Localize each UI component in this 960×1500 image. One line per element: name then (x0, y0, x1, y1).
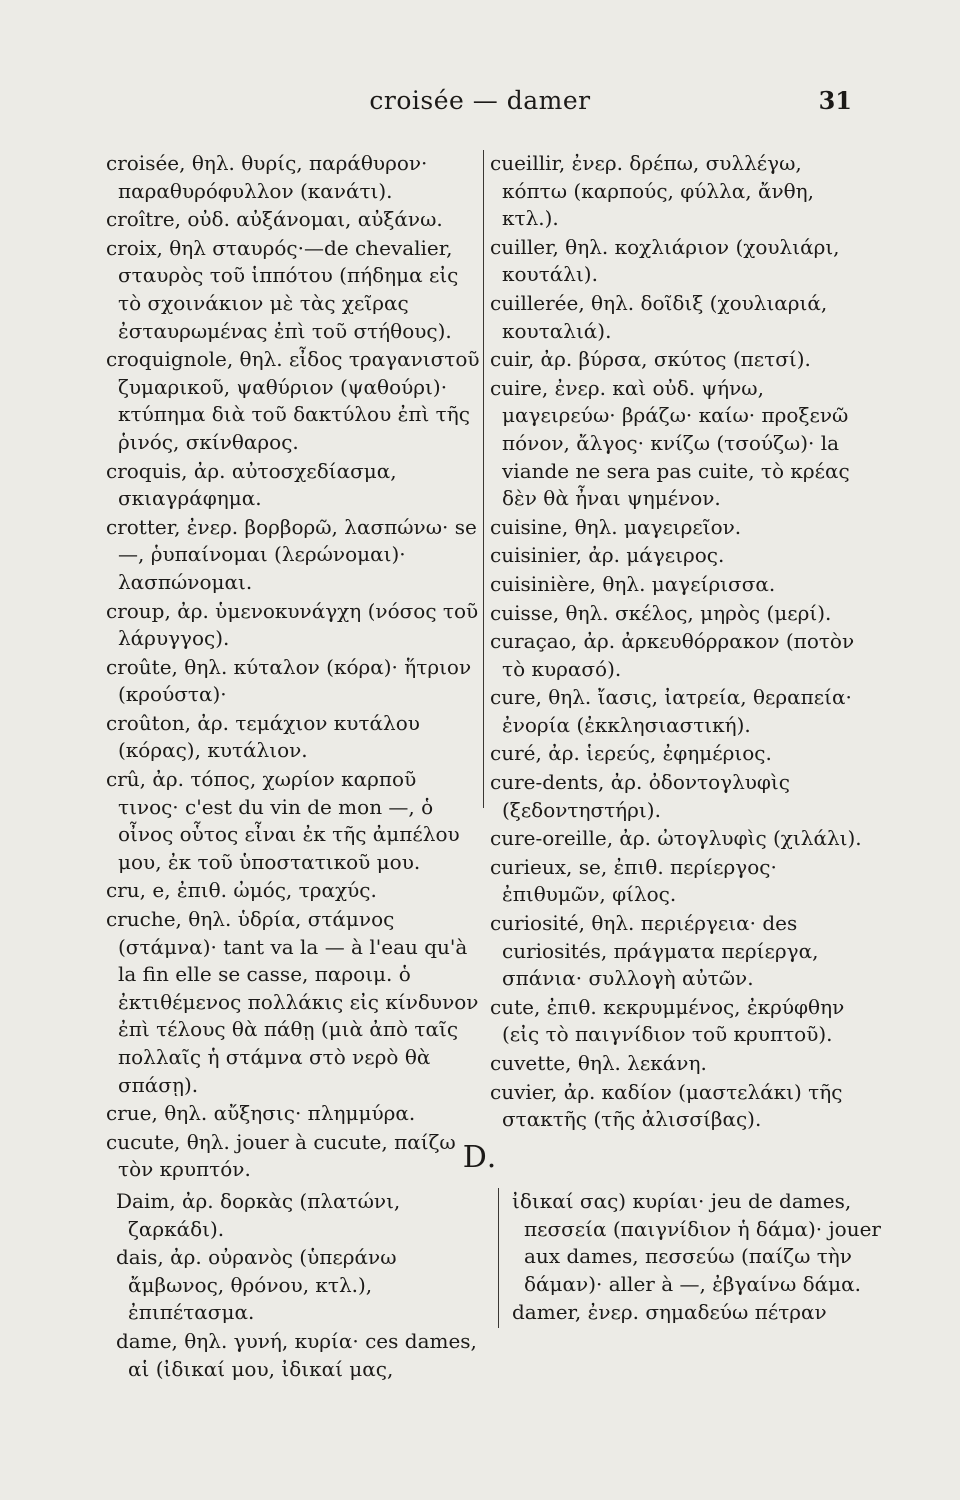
entry-curacao: curaçao, ἀρ. ἀρκευθόρρακον (ποτὸν τὸ κυρασό). (490, 629, 855, 681)
entry-croitre: croître, οὐδ. αὐξάνομαι, αὐξάνω. (106, 207, 443, 232)
column-divider-bottom (498, 1188, 499, 1328)
entry-crouton: croûton, ἀρ. τεμάχιον κυτάλου (κόρας), κυτάλιον. (106, 710, 420, 763)
entry-cuisine: cuisine, θηλ. μαγειρεῖον. (490, 514, 742, 539)
entry-damer: damer, ἐνερ. σημαδεύω πέτραν (512, 1300, 827, 1325)
entry-crue: crue, θηλ. αὔξησις· πλημμύρα. (106, 1101, 416, 1126)
column-bottom-left (116, 1188, 482, 1384)
entry-cuvette: cuvette, θηλ. λεκάνη. (490, 1051, 707, 1075)
entry-cure-dents: cure-dents, ἀρ. ὀδοντογλυφὶς (ξεδοντηστήρι). (490, 770, 790, 822)
entry-cuisse: cuisse, θηλ. σκέλος, μηρὸς (μερί). (490, 600, 832, 625)
entry-curiosite: curiosité, θηλ. περιέργεια· des curiosités, πράγματα περίεργα, σπάνια· συλλογὴ αὐτῶν. (490, 911, 819, 991)
entry-cucute: cucute, θηλ. jouer à cucute, παίζω τὸν κρυπτόν. (106, 1129, 456, 1182)
entry-cru-adj: cru, e, ἐπιθ. ὠμός, τραχύς. (106, 878, 377, 903)
entry-cuire: cuire, ἐνερ. καὶ οὐδ. ψήνω, μαγειρεύω· βράζω· καίω· προξενῶ πόνον, ἄλγος· κνίζω (τσούζω)· la viande ne sera pas cuite, τὸ κρέας δὲν θὰ ἦναι ψημένον. (490, 375, 850, 511)
entry-croix: croix, θηλ σταυρός·—de chevalier, σταυρὸς τοῦ ἱππότου (πήδημα εἰς τὸ σχοινάκιον μὲ τὰς χεῖρας ἐσταυρωμένας ἐπὶ τοῦ στήθους). (106, 235, 459, 343)
running-head: croisée — damer (369, 86, 591, 115)
entry-curieux: curieux, se, ἐπιθ. περίεργος· ἐπιθυμῶν, φίλος. (490, 854, 777, 907)
column-divider-top (483, 150, 484, 808)
entry-crotter: crotter, ἐνερ. βορβορῶ, λασπώνω· se —, ῥυπαίνομαι (λερώνομαι)· λασπώνομαι. (106, 514, 477, 594)
entry-cuisiniere: cuisinière, θηλ. μαγείρισσα. (490, 571, 776, 596)
entry-cueillir: cueillir, ἐνερ. δρέπω, συλλέγω, κόπτω (καρπούς, φύλλα, ἄνθη, κτλ.). (490, 151, 815, 231)
entry-croisee: croisée, θηλ. θυρίς, παράθυρον· παραθυρόφυλλον (κανάτι). (106, 151, 428, 203)
entry-dais: dais, ἀρ. οὐρανὸς (ὑπεράνω ἄμβωνος, θρόνου, κτλ.), ἐπιπέτασμα. (116, 1245, 397, 1325)
entry-cure-priest: curé, ἀρ. ἱερεύς, ἐφημέριος. (490, 741, 772, 766)
column-top-right (490, 150, 862, 1135)
entry-cuisinier: cuisinier, ἀρ. μάγειρος. (490, 543, 725, 568)
entry-cute: cute, ἐπιθ. κεκρυμμένος, ἐκρύφθην (εἰς τὸ παιγνίδιον τοῦ κρυπτοῦ). (490, 994, 845, 1047)
entry-cuir: cuir, ἀρ. βύρσα, σκύτος (πετσί). (490, 347, 811, 372)
entry-dame: dame, θηλ. γυνή, κυρία· ces dames, αἱ (ἰδικαί μου, ἰδικαί μας, (116, 1328, 477, 1381)
entry-cuvier: cuvier, ἀρ. καδίον (μαστελάκι) τῆς στακτῆς (τῆς ἀλισσίβας). (490, 1079, 843, 1132)
entry-croute: croûte, θηλ. κύταλον (κόρα)· ἥτριον (κρούστα)· (106, 654, 472, 707)
entry-croup: croup, ἀρ. ὑμενοκυνάγχη (νόσος τοῦ λάρυγγος). (106, 598, 479, 651)
entry-croquignole: croquignole, θηλ. εἶδος τραγανιστοῦ ζυμαρικοῦ, ψαθύριον (ψαθούρι)· κτύπημα διὰ τοῦ δακτύλου ἐπὶ τῆς ῥινός, σκίνθαρος. (106, 347, 480, 454)
section-letter: D. (462, 1140, 498, 1175)
column-bottom-right (512, 1188, 882, 1328)
entry-cruche: cruche, θηλ. ὑδρία, στάμνος (στάμνα)· tant va la — à l'eau qu'à la fin elle se casse, παροιμ. ὁ ἐκτιθέμενος πολλάκις εἰς κίνδυνον ἐπὶ τέλους θὰ πάθῃ (μιὰ ἀπὸ ταῖς πολλαῖς ἡ στάμνα στὸ νερὸ θὰ σπάσῃ). (106, 907, 479, 1097)
entry-cuiller: cuiller, θηλ. κοχλιάριον (χουλιάρι, κουτάλι). (490, 234, 840, 287)
entry-cru-noun: crû, ἀρ. τόπος, χωρίον καρποῦ τινος· c'est du vin de mon —, ὁ οἶνος οὗτος εἶναι ἐκ τῆς ἀμπέλου μου, ἐκ τοῦ ὑποστατικοῦ μου. (106, 767, 460, 874)
entry-cuilleree: cuillerée, θηλ. δοῖδιξ (χουλιαριά, κουταλιά). (490, 290, 828, 343)
page-number: 31 (818, 86, 852, 115)
entry-daim: Daim, ἀρ. δορκὰς (πλατώνι, ζαρκάδι). (116, 1189, 401, 1241)
entry-cure-oreille: cure-oreille, ἀρ. ὠτογλυφὶς (χιλάλι). (490, 826, 862, 851)
entry-cure: cure, θηλ. ἴασις, ἰατρεία, θεραπεία· ἐνορία (ἐκκλησιαστική). (490, 685, 852, 737)
column-top-left (106, 150, 482, 1185)
entry-croquis: croquis, ἀρ. αὐτοσχεδίασμα, σκιαγράφημα. (106, 458, 397, 511)
entry-dame-continued: ἰδικαί σας) κυρίαι· jeu de dames, πεσσεία (παιγνίδιον ἡ δάμα)· jouer aux dames, πεσσεύω (παίζω τὴν δάμαν)· aller à —, ἐβγαίνω δάμα. (512, 1189, 881, 1296)
